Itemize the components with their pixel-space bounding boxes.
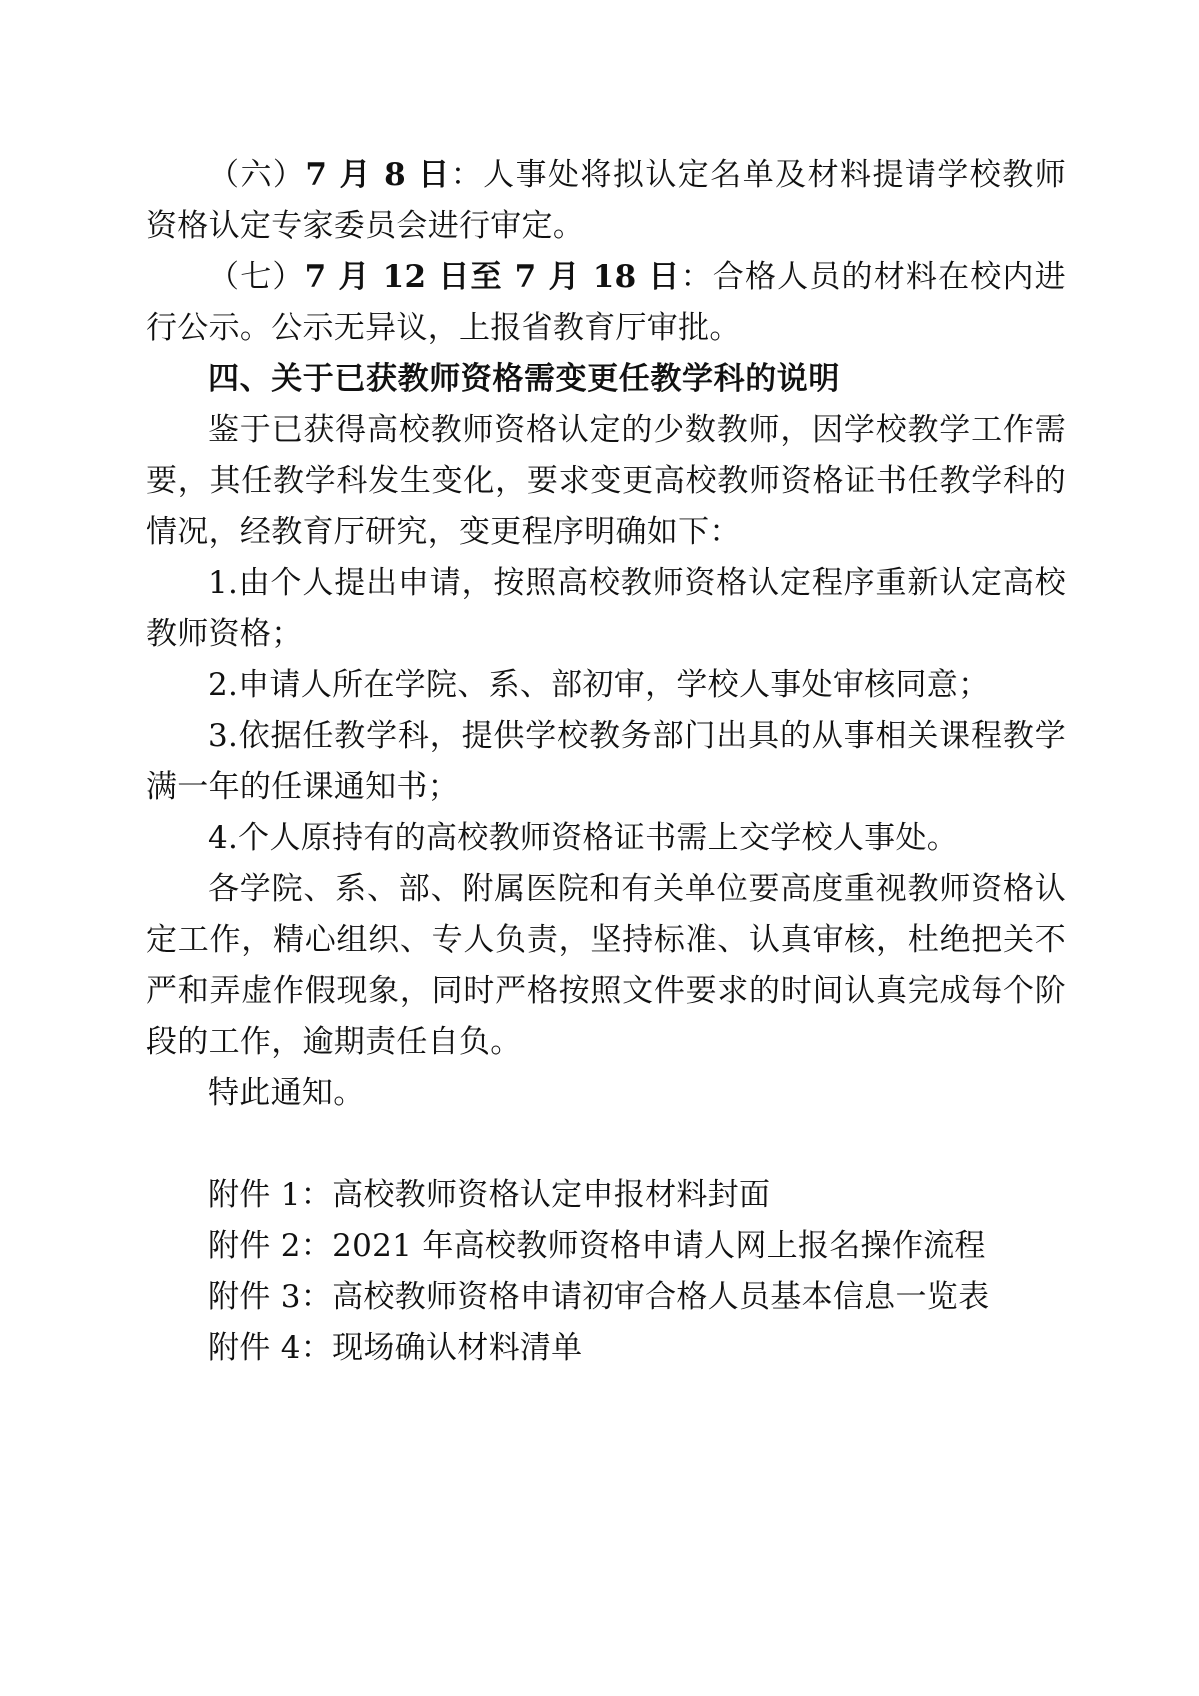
attachment-item: 附件 1：高校教师资格认定申报材料封面: [208, 1177, 771, 1213]
attachment-item: 附件 3：高校教师资格申请初审合格人员基本信息一览表: [208, 1279, 990, 1315]
item-seven-prefix: （七）: [208, 259, 305, 295]
closing-requirement: 各学院、系、部、附属医院和有关单位要高度重视教师资格认定工作，精心组织、专人负责，坚持标准、认真审核，杜绝把关不严和弄虚作假现象，同时严格按照文件要求的时间认真完成每个阶段的工作，逾期责任自负。: [146, 871, 1066, 1060]
section-four-heading: 四、关于已获教师资格需变更任教学科的说明: [208, 361, 840, 397]
item-six-prefix: （六）: [208, 157, 306, 193]
document-body: [146, 150, 1066, 1374]
item-six-text: ：人事处将拟认定名单及材料提请学校教师资格认定专家委员会进行审定。: [146, 157, 1066, 244]
item-six: [146, 150, 1066, 252]
item-six-date: 7 月 8 日: [305, 157, 451, 193]
item-seven: [146, 252, 1066, 354]
item-seven-date: 7 月 12 日至 7 月 18 日: [304, 259, 681, 295]
step-item: 4.个人原持有的高校教师资格证书需上交学校人事处。: [208, 820, 959, 856]
step-item: 3.依据任教学科，提供学校教务部门出具的从事相关课程教学满一年的任课通知书；: [146, 718, 1066, 805]
blank-line: [146, 1119, 1066, 1170]
section-four-intro: 鉴于已获得高校教师资格认定的少数教师，因学校教学工作需要，其任教学科发生变化，要求变更高校教师资格证书任教学科的情况，经教育厅研究，变更程序明确如下：: [146, 412, 1066, 550]
item-seven-text: ：合格人员的材料在校内进行公示。公示无异议，上报省教育厅审批。: [146, 259, 1066, 346]
step-item: 1.由个人提出申请，按照高校教师资格认定程序重新认定高校教师资格；: [146, 565, 1066, 652]
step-item: 2.申请人所在学院、系、部初审，学校人事处审核同意；: [208, 667, 990, 703]
closing-notice: 特此通知。: [208, 1075, 365, 1111]
attachment-item: 附件 4：现场确认材料清单: [208, 1330, 583, 1366]
attachment-item: 附件 2：2021 年高校教师资格申请人网上报名操作流程: [208, 1228, 986, 1264]
